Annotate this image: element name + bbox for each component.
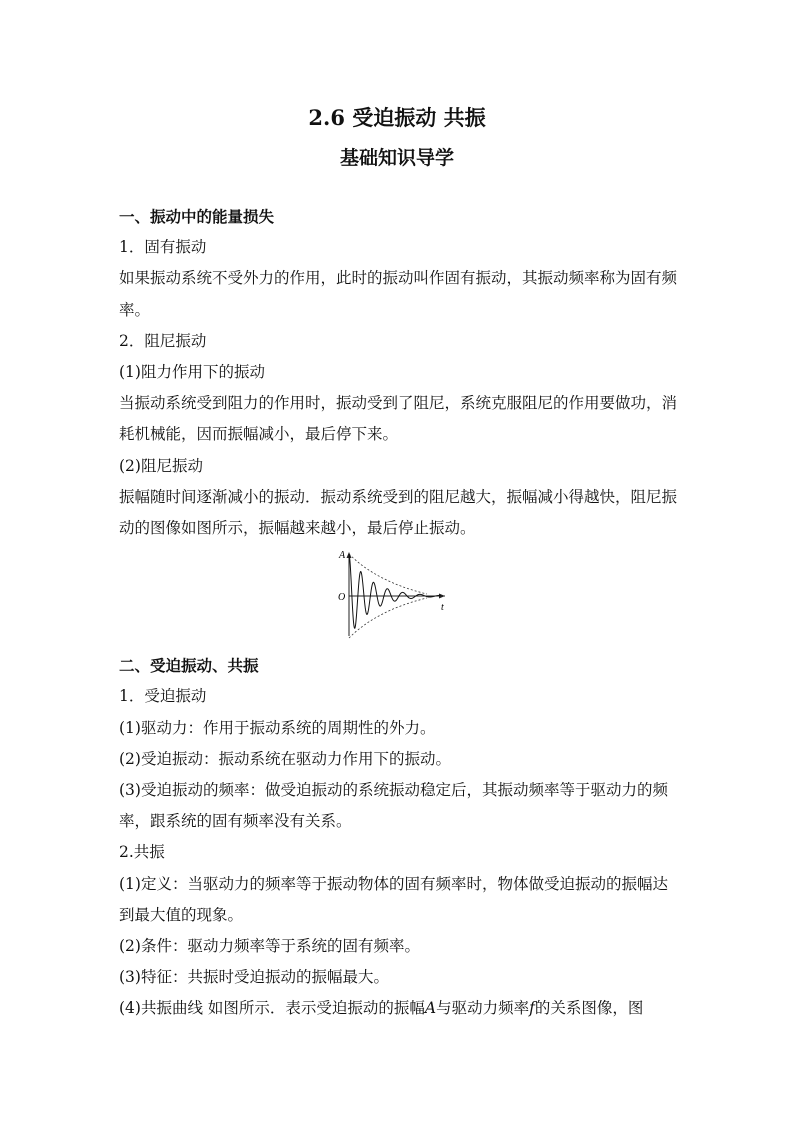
section2-q2: (2)条件：驱动力频率等于系统的固有频率。: [119, 937, 420, 956]
section1-sub1-title: (1)阻力作用下的振动: [119, 363, 265, 382]
section1-sub2-title: (2)阻尼振动: [119, 456, 203, 475]
time-axis-arrow: [439, 594, 445, 599]
origin-label: O: [338, 592, 346, 604]
amplitude-symbol: A: [424, 999, 437, 1018]
x-axis-label: t: [441, 602, 444, 614]
section1-sub2-text: 振幅随时间逐渐减小的振动．振动系统受到的阻尼越大，振幅减小得越快，阻尼振动的图像如图所示，振幅越来越小，最后停止振动。: [119, 487, 678, 538]
page-subtitle: 基础知识导学: [339, 147, 454, 169]
section2-q4-part-b: 与驱动力频率: [436, 999, 530, 1018]
section1-item1-title: 1．固有振动: [119, 238, 207, 257]
section2-p1: (1)驱动力：作用于振动系统的周期性的外力。: [119, 718, 436, 737]
section2-p2: (2)受迫振动：振动系统在驱动力作用下的振动。: [119, 749, 451, 768]
section2-p3: (3)受迫振动的频率：做受迫振动的系统振动稳定后，其振动频率等于驱动力的频率，跟系统的固有频率没有关系。: [119, 781, 668, 831]
section2-q1: (1)定义：当驱动力的频率等于振动物体的固有频率时，物体做受迫振动的振幅达到最大值的现象。: [119, 874, 668, 924]
section2-q4-part-c: 的关系图像，图: [534, 999, 644, 1018]
section2-q4-part-a: (4)共振曲线 如图所示．表示受迫振动的振幅: [119, 999, 425, 1018]
damped-oscillation-figure: [119, 544, 681, 650]
section2-q3: (3)特征：共振时受迫振动的振幅最大。: [119, 968, 389, 987]
page-title: 2.6 受迫振动 共振: [308, 105, 486, 130]
section1-item2-title: 2．阻尼振动: [119, 331, 207, 350]
section2-q4: [119, 993, 681, 1024]
y-axis-label: A: [339, 550, 346, 562]
damped-oscillation-curve: [349, 554, 441, 628]
section2-heading: 二、受迫振动、共振: [119, 656, 259, 676]
upper-envelope: [349, 554, 427, 594]
section2-item1-title: 1．受迫振动: [119, 687, 207, 706]
section2-item2-title: 2.共振: [119, 843, 165, 862]
frequency-symbol: f: [529, 999, 535, 1018]
document-body: [119, 201, 681, 1025]
lower-envelope: [349, 598, 427, 638]
damped-oscillation-graph: [337, 548, 457, 642]
section1-sub1-text: 当振动系统受到阻力的作用时，振动受到了阻尼，系统克服阻尼的作用要做功，消耗机械能，因而振幅减小，最后停下来。: [119, 394, 678, 444]
section1-item1-text: 如果振动系统不受外力的作用，此时的振动叫作固有振动，其振动频率称为固有频率。: [119, 269, 678, 319]
section1-heading: 一、振动中的能量损失: [119, 207, 275, 226]
